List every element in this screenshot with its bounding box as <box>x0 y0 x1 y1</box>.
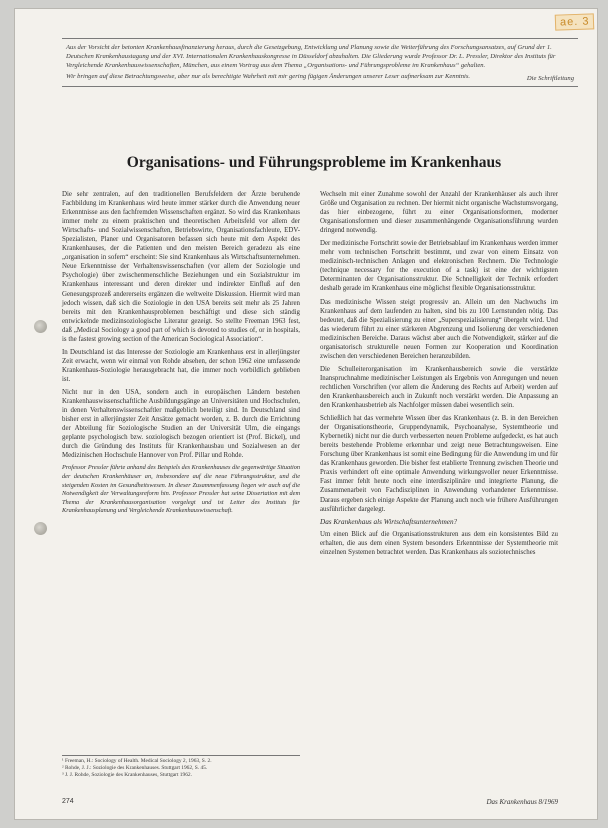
author-note: Professor Pressler führte anhand des Beispiels des Krankenhauses die gegenwärtige Situation der deutschen Krankenhäuser an, insbesondere auf die neue Führungsstruktur, und die steigenden Kosten im Gesundheitswesen. In dieser Zusammenfassung liegen wir auch auf die Notwendigkeit der Verwaltungsreform hin. Professor Pressler hat seine Dissertation mit dem Thema der Krankenhausorganisation vorgelegt und ist Leiter des Instituts für Krankenhausplanung und Vergleichende Krankenhauswissenschaft. <box>62 464 300 515</box>
right-column <box>320 190 558 561</box>
corner-stamp: ae. 3 <box>554 13 594 30</box>
body-paragraph: Schließlich hat das vermehrte Wissen über das Krankenhaus (z. B. in den Bereichen der Organisationstheorie, Gruppendynamik, Psychoanalyse, Systemtheorie und Kybernetik) nicht nur die durch verbesserten neuen Probleme aufgedeckt, es hat auch bereits bestehende Probleme erkennbar und zeigt neue Betrachtungsweisen. Eine Forschung über Krankenhaus ist somit eine Bedingung für die Anwendung im und für das Krankenhaus geworden. Die bisher fest etablierte Trennung zwischen Theorie und Praxis verhindert oft eine optimale Anwendung wirkungsvoller neuer Erkenntnisse. Fast immer fehlt heute noch eine interdisziplinäre und integrierte Planung, die Zusammenarbeit von Fachdisziplinen in Anwendung vorhandener Erkenntnisse. Daraus ergeben sich einige Aspekte der Planung auch noch wie frühere Ausführungen ausführlicher dargelegt. <box>320 415 558 513</box>
footnote: ¹ Freeman, H.: Sociology of Health. Medical Sociology 2, 1963, S. 2. <box>62 758 212 764</box>
body-paragraph: Um einen Blick auf die Organisationsstrukturen aus dem ein konsistentes Bild zu erhalten, die aus dem einen System besonders Erkenntnisse der Systemtheorie mit einzelnen Systemen betrachtet werden. Das Krankenhaus als soziotechnisches <box>320 530 558 556</box>
punch-hole-decoration <box>34 522 47 535</box>
body-paragraph: Das medizinische Wissen steigt progressiv an. Allein um den Nachwuchs im Krankenhaus auf dem laufenden zu halten, sind bis zu 100 Lernstunden nötig. Das bedeutet, daß die Spezialisierung zu einer „Superspezialisierung“ übergeht wird. Und das wiederum führt zu einer stärkeren Abgrenzung und Isolierung der verschiedenen medizinischen Bereiche. Daraus wächst aber auch die Notwendigkeit, stärker auf die organisatorisch strukturelle neuen Formen zur Kooperation und Koordination zwischen den verschiedenen Bereichen heranzubilden. <box>320 298 558 360</box>
body-paragraph: Die Schulleiterorganisation im Krankenhausbereich sowie die verstärkte Inanspruchnahme medizinischer Leistungen als Ergebnis von Anregungen und neuen rechtlichen Vorschriften (vor allem die Änderung des Rechts auf Arbeit) werden auf den Krankenhausbereich auch in Zukunft noch verstärkt werden. Die Anpassung an den Krankenhausbetrieb als Nachfolger müssen dabei wesentlich sein. <box>320 365 558 410</box>
footnotes <box>62 755 300 779</box>
punch-hole-decoration <box>34 320 47 333</box>
page-number: 274 <box>62 798 74 805</box>
abstract-paragraph: Aus der Vorsicht der betonten Krankenhausfinanzierung heraus, durch die Gesetzgebung, Entwicklung und Planung sowie die Weiterführung des Forschungsansatzes, auf Grund der 1. Deutschen Krankenhaustagung und der XVI. Internationalen Krankenhauskongresse in Düsseldorf abzuhalten. Die Gliederung wurde Professor Dr. L. Pressler, Direktor des Instituts für Vergleichende Krankenhauswissenschaften, München, aus einem Vortrag aus dem Thema „Organisations- und Führungsprobleme im Krankenhaus“ gehalten. <box>66 44 556 69</box>
footnote: ² Rohde, J. J.: Soziologie des Krankenhauses. Stuttgart 1962, S. 45. <box>62 765 208 771</box>
journal-footer: Das Krankenhaus 8/1969 <box>486 798 558 806</box>
article-title: Organisations- und Führungsprobleme im Krankenhaus <box>126 154 502 171</box>
body-paragraph: Wechseln mit einer Zunahme sowohl der Anzahl der Krankenhäuser als auch ihrer Größe und Organisation zu rechnen. Der hiermit nicht organische Wachstumsvorgang, das hier einbezogene, führt zu einer Organisationsformen, moderner Organisationsformen und dieser zusammenhängende Organisationsführung wurden dringend notwendig. <box>320 191 558 235</box>
editorial-abstract <box>62 38 578 87</box>
abstract-signature: Die Schriftleitung <box>526 75 574 82</box>
body-paragraph: In Deutschland ist das Interesse der Soziologie am Krankenhaus erst in allerjüngster Zeit erwacht, wenn wir einmal von Rohde absehen, der schon 1962 eine umfassende Krankenhaus-Soziologie herausgebracht hat, die immer noch vorbildlich geblieben ist. <box>62 348 300 383</box>
body-paragraph: Der medizinische Fortschritt sowie der Betriebsablauf im Krankenhaus werden immer mehr vom technischen Fortschritt bestimmt, und zwar von einem Einsatz von medizinisch-technischen Anlagen und elektronischen Rechnern. Die Technologie (technique necessary for the execution of a task) ist eine der wichtigsten Determinanten der Organisationsstruktur. Die Schnelligkeit der Technik erfordert deshalb gerade im Krankenhaus eine möglichst flexible Organisationsstruktur. <box>320 240 558 293</box>
abstract-paragraph: Wir bringen auf diese Betrachtungsweise, aber nur als berechtigte Wahrheit mit mir gering fügigen Änderungen unserer Leser aufmerksam zur Kenntnis. <box>66 73 471 80</box>
document-page <box>14 8 598 820</box>
section-subheading: Das Krankenhaus als Wirtschaftsunternehmen? <box>320 517 458 526</box>
footnote: ³ J. J. Rohde, Soziologie des Krankenhauses, Stuttgart 1962. <box>62 772 192 778</box>
body-paragraph: Die sehr zentralen, auf den traditionellen Berufsfeldern der Ärzte beruhende Fachbildung im Krankenhaus wird heute immer stärker durch die Anwendung neuer Erkenntnisse aus den fachfremden Wissenschaften ergänzt. So wird das Krankenhaus immer mehr zu einem praktischen und theoretischen Arbeitsfeld vor allem der Wirtschafts- und Sozialwissenschaften, Betriebswirte, Organisationsfachleute, EDV-Spezialisten, Planer und Organisatoren befassen sich heute mit dem Aspekt des Krankenhauses, der die Patienten und den meisten Bereich geradezu als eine „organisation in sofern“ erscheint: Sie sind Krankenhaus als Wirtschaftsunternehmen. Neue Erkenntnisse der Verhaltenswissenschaften (vor allem der Soziologie und Psychologie) über zwischenmenschliche Beziehungen und ein Sozialstruktur im Krankenhaus interessant und deren direkter und indirekter Einfluß auf den Genesungsprozeß andererseits ergänzen die weltweite Diskussion. Hiermit wird man jedoch wissen, daß sich die Soziologie in den USA bereits seit mehr als 25 Jahren bereits mit den Krankenhausproblemen beschäftigt und diese sich ständig entwickelnde medizinsoziologische Literatur gezeigt. So stellte Freeman 1963 fest, daß „Medical Sociology a good part of which is devoted to studies of, or in hospitals, is the fastest growing section of the American Sociological Association“. <box>62 191 300 343</box>
body-paragraph: Nicht nur in den USA, sondern auch in europäischen Ländern bestehen Krankenhauswissenschaftliche Ausbildungsgänge an Universitäten und Hochschulen, in denen Verhaltenswissenschaftler maßgeblich beteiligt sind. In Deutschland sind bisher erst in allerjüngster Zeit Ansätze gemacht worden, z. B. durch die Errichtung der Abteilung für Soziologische Studien an der Universität Ulm, die eingangs geplante psychologisch bzw. soziologisch bezogen orientiert ist (Prof. Bickel), und durch die Gründung des Instituts für Krankenhausbau und Sozialwesen an der Medizinischen Hochschule Hannover von Prof. Pillar und Rohde. <box>62 388 300 460</box>
left-column <box>62 190 300 520</box>
